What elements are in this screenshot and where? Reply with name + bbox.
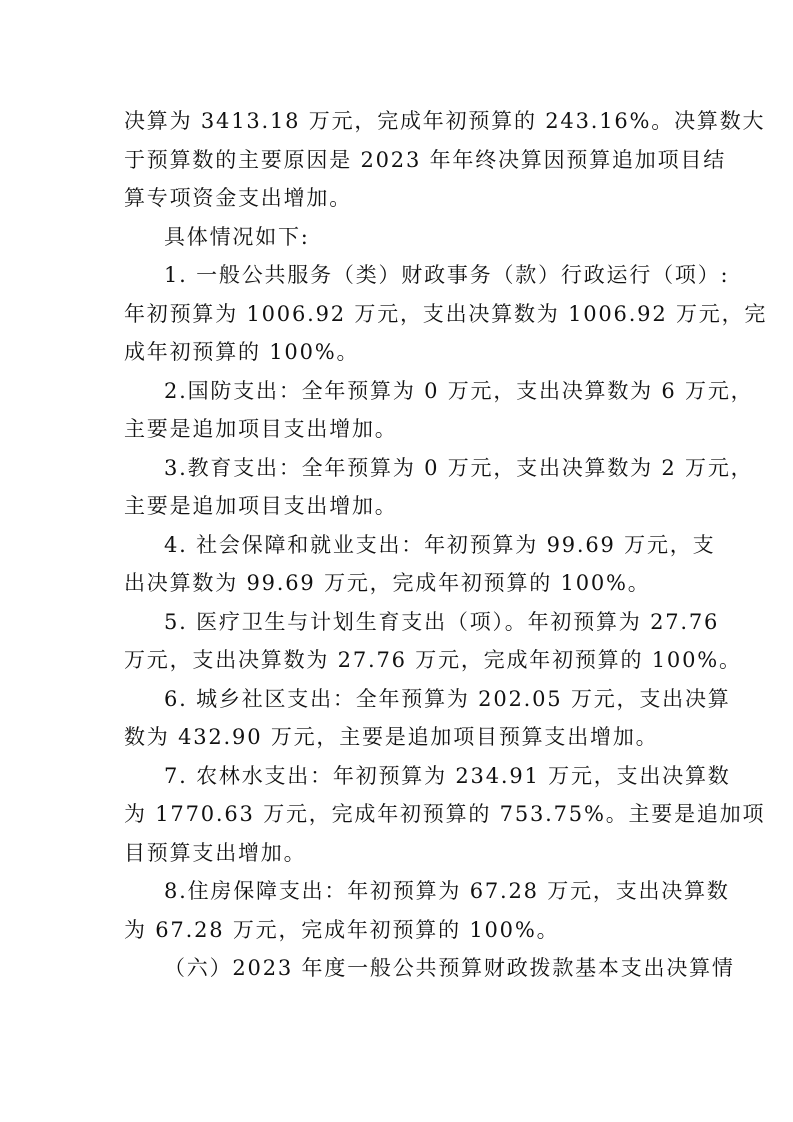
text-line: 7. 农林水支出：年初预算为 234.91 万元，支出决算数	[164, 763, 731, 788]
text-line: 具体情况如下:	[164, 224, 310, 249]
text-line: 1. 一般公共服务（类）财政事务（款）行政运行（项）:	[164, 263, 730, 287]
text-line: （六）2023 年度一般公共预算财政拨款基本支出决算情	[164, 956, 735, 980]
document-page	[124, 102, 768, 988]
text-line: 决算为 3413.18 万元，完成年初预算的 243.16%。决算数大	[124, 109, 766, 133]
text-line: 3.教育支出：全年预算为 0 万元，支出决算数为 2 万元，	[164, 455, 754, 480]
text-line: 为 1770.63 万元，完成年初预算的 753.75%。主要是追加项	[124, 802, 766, 826]
text-line: 年初预算为 1006.92 万元，支出决算数为 1006.92 万元，完	[124, 301, 768, 326]
text-line: 成年初预算的 100%。	[124, 340, 360, 364]
text-line: 万元，支出决算数为 27.76 万元，完成年初预算的 100%。	[124, 648, 742, 672]
text-line: 算专项资金支出增加。	[124, 186, 352, 210]
text-line: 主要是追加项目支出增加。	[124, 417, 398, 441]
text-line: 2.国防支出：全年预算为 0 万元，支出决算数为 6 万元，	[164, 378, 754, 403]
text-line: 5. 医疗卫生与计划生育支出（项）。年初预算为 27.76	[164, 609, 720, 634]
text-line: 为 67.28 万元，完成年初预算的 100%。	[124, 917, 560, 942]
text-line: 6. 城乡社区支出：全年预算为 202.05 万元，支出决算	[164, 686, 731, 711]
text-line: 8.住房保障支出：年初预算为 67.28 万元，支出决算数	[164, 879, 730, 903]
text-line: 目预算支出增加。	[124, 840, 307, 865]
text-line: 出决算数为 99.69 万元，完成年初预算的 100%。	[124, 571, 651, 595]
text-line: 于预算数的主要原因是 2023 年年终决算因预算追加项目结	[124, 147, 726, 172]
text-line: 数为 432.90 万元，主要是追加项目预算支出增加。	[124, 725, 659, 749]
text-line: 4. 社会保障和就业支出：年初预算为 99.69 万元，支	[164, 532, 716, 557]
text-line: 主要是追加项目支出增加。	[124, 494, 398, 518]
